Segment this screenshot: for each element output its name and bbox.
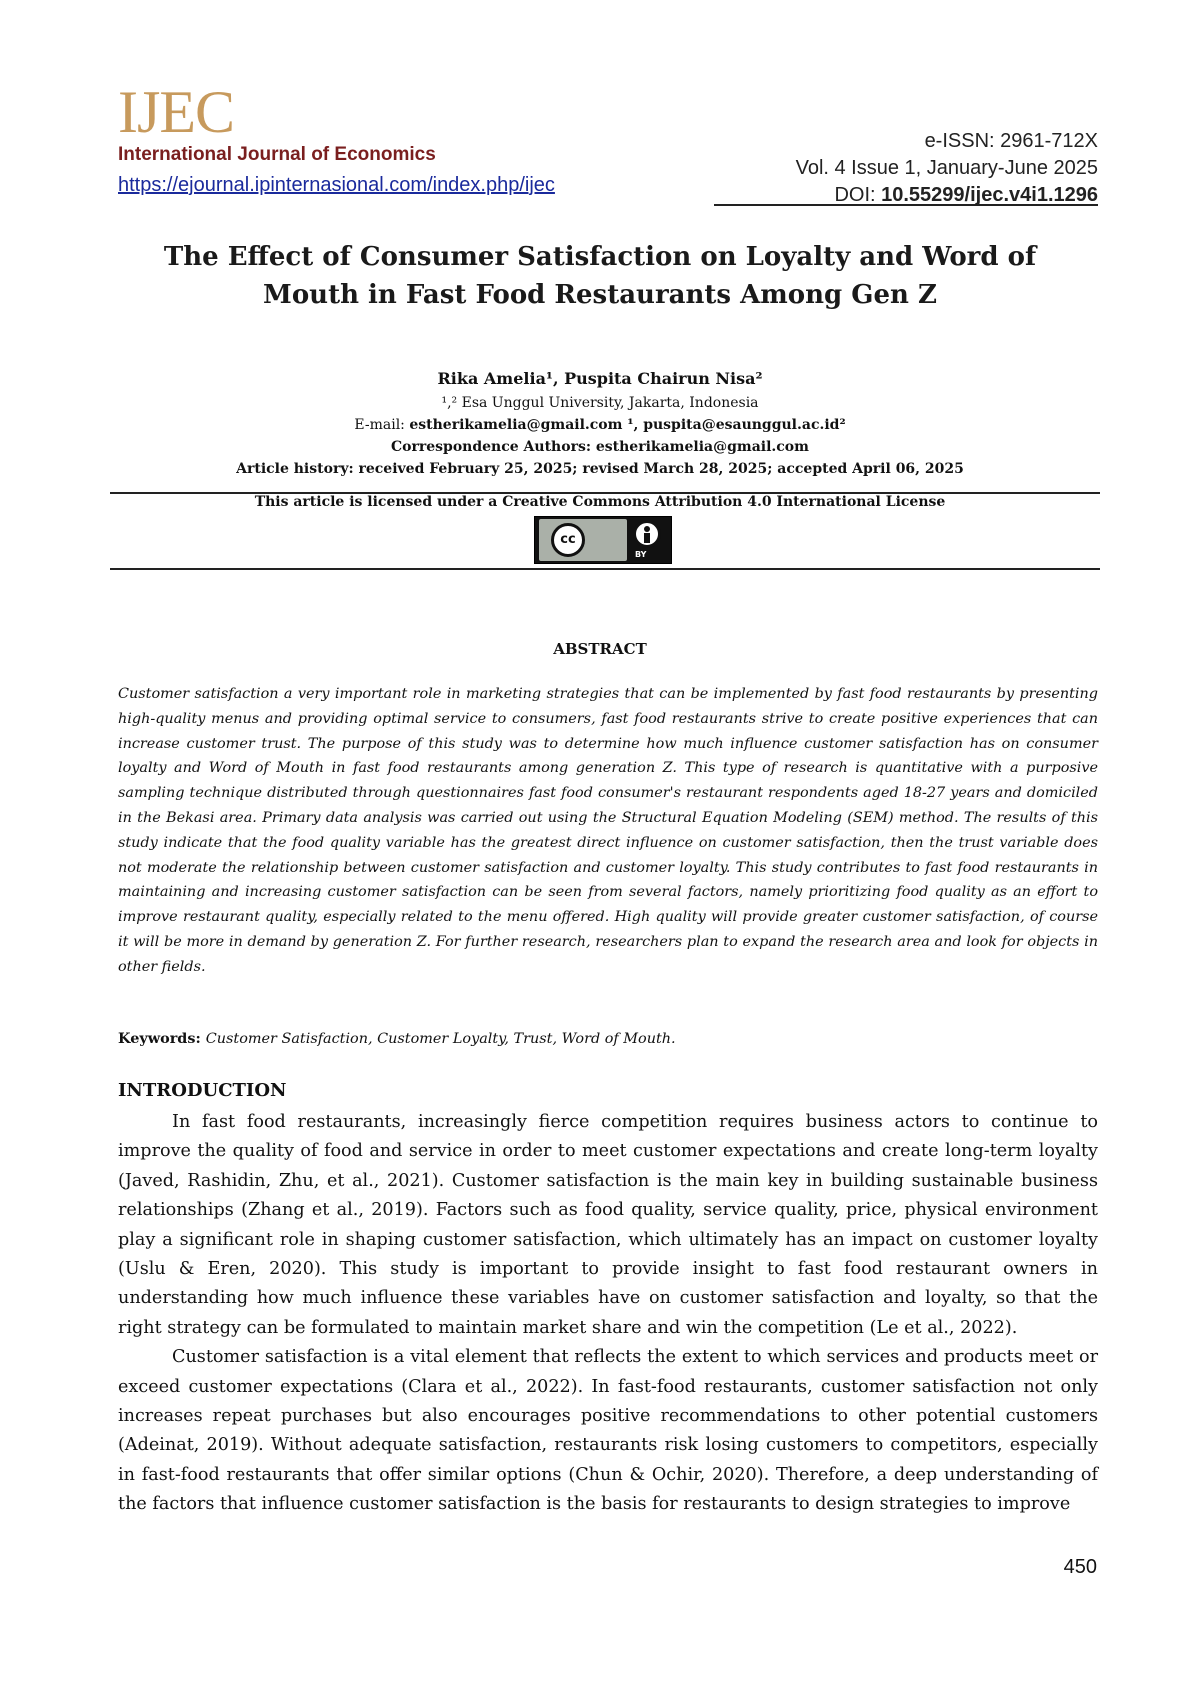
author-emails: [100, 414, 1100, 436]
by-label: BY: [635, 550, 647, 559]
abstract-text: Customer satisfaction a very important role in marketing strategies that can be implemented by fast food restaurants by presenting high-quality menus and providing optimal service to consumers, fast food restaurants strive to create positive experiences that can increase customer trust. The purpose of this study was to determine how much influence customer satisfaction has on consumer loyalty and Word of Mouth in fast food restaurants among generation Z. This type of research is quantitative with a purposive sampling technique distributed through questionnaires fast food consumer's restaurant respondents aged 18-27 years and domiciled in the Bekasi area. Primary data analysis was carried out using the Structural Equation Modeling (SEM) method. The results of this study indicate that the food quality variable has the greatest direct influence on customer satisfaction, then the trust variable does not moderate the relationship between customer satisfaction and customer loyalty. This study contributes to fast food restaurants in maintaining and increasing customer satisfaction can be seen from several factors, namely prioritizing food quality as an effort to improve restaurant quality, especially related to the menu offered. High quality will provide greater customer satisfaction, of course it will be more in demand by generation Z. For further research, researchers plan to expand the research area and look for objects in other fields.: [118, 686, 1098, 975]
logo-mark: IJEC: [118, 79, 234, 145]
journal-header: [118, 79, 1098, 206]
doi-label: DOI:: [834, 184, 882, 206]
intro-paragraph: In fast food restaurants, increasingly fierce competition requires business actors to continue to improve the quality of food and service in order to meet customer expectations and create long-term loyalty (Javed, Rashidin, Zhu, et al., 2021). Customer satisfaction is the main key in building sustainable business relationships (Zhang et al., 2019). Factors such as food quality, service quality, price, physical environment play a significant role in shaping customer satisfaction, which ultimately has an impact on customer loyalty (Uslu & Eren, 2020). This study is important to provide insight to fast food restaurant owners in understanding how much influence these variables have on customer satisfaction and loyalty, so that the right strategy can be formulated to maintain market share and win the competition (Le et al., 2022).: [118, 1112, 1098, 1338]
keywords: [118, 1030, 1098, 1047]
cc-icon: cc: [551, 523, 585, 557]
license-text[interactable]: This article is licensed under a Creative Commons Attribution 4.0 International License: [254, 494, 946, 510]
author-info: [100, 366, 1100, 480]
journal-name: International Journal of Economics: [118, 144, 436, 165]
cc-badge-left: [539, 519, 627, 561]
email-label: E-mail:: [354, 417, 410, 433]
journal-logo: [118, 79, 234, 145]
page-number: 450: [1063, 1556, 1097, 1578]
abstract-heading: ABSTRACT: [553, 640, 647, 658]
volume-issue: Vol. 4 Issue 1, January-June 2025: [795, 157, 1098, 179]
introduction-body: [118, 1108, 1098, 1520]
divider-bottom: [110, 568, 1100, 570]
header-divider: [714, 204, 1098, 206]
keywords-list: Customer Satisfaction, Customer Loyalty, Trust, Word of Mouth.: [205, 1031, 676, 1047]
attribution-icon: [633, 520, 661, 548]
correspondence-author: Correspondence Authors: estherikamelia@gmail.com: [391, 439, 809, 455]
keywords-label: Keywords:: [118, 1030, 206, 1047]
paper-title: The Effect of Consumer Satisfaction on Loyalty and Word of Mouth in Fast Food Restaurants Among Gen Z: [163, 242, 1037, 310]
doi-value[interactable]: 10.55299/ijec.v4i1.1296: [881, 184, 1098, 206]
article-history: Article history: received February 25, 2025; revised March 28, 2025; accepted April 06, 2025: [236, 461, 964, 477]
issn: e-ISSN: 2961-712X: [924, 130, 1098, 152]
introduction-heading: INTRODUCTION: [118, 1080, 287, 1101]
affiliation: ¹,² Esa Unggul University, Jakarta, Indonesia: [441, 395, 759, 411]
author-names: Rika Amelia¹, Puspita Chairun Nisa²: [437, 369, 763, 388]
journal-url-link[interactable]: https://ejournal.ipinternasional.com/index.php/ijec: [118, 174, 555, 196]
intro-paragraph: Customer satisfaction is a vital element that reflects the extent to which services and products meet or exceed customer expectations (Clara et al., 2022). In fast-food restaurants, customer satisfaction not only increases repeat purchases but also encourages positive recommendations to other potential customers (Adeinat, 2019). Without adequate satisfaction, restaurants risk losing customers to competitors, especially in fast-food restaurants that offer similar options (Chun & Ochir, 2020). Therefore, a deep understanding of the factors that influence customer satisfaction is the basis for restaurants to design strategies to improve: [118, 1347, 1098, 1515]
email-addresses[interactable]: estherikamelia@gmail.com ¹, puspita@esaunggul.ac.id²: [409, 417, 846, 433]
cc-by-badge[interactable]: [534, 516, 672, 564]
issn-block: [796, 128, 1098, 209]
